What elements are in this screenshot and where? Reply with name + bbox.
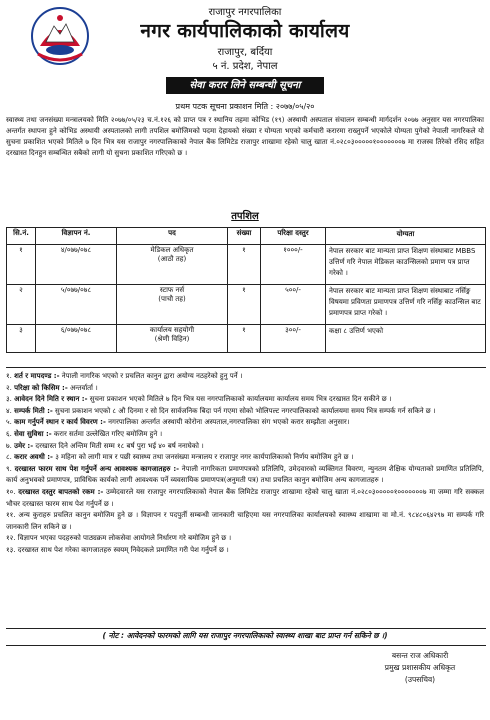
- signatory-name: बसन्त राज अधिकारी: [391, 651, 449, 660]
- divider: [6, 628, 486, 629]
- table-row: [7, 285, 486, 325]
- header-qualification: योग्यता: [326, 228, 486, 245]
- signature-block: [355, 650, 485, 686]
- cell-fee: ५००/-: [261, 285, 326, 325]
- list-item: [6, 417, 484, 429]
- list-item: [6, 452, 484, 464]
- list-item: [6, 429, 484, 441]
- post-name: स्टाफ नर्स: [159, 286, 185, 294]
- item-title: उमेर :-: [14, 441, 34, 450]
- cell-fee: १०००/-: [261, 245, 326, 285]
- item-text: अन्तर्वार्ता ।: [67, 383, 98, 392]
- signatory-designation: प्रमुख प्रशासकीय अधिकृत: [384, 663, 456, 672]
- item-text: दरखास्त साथ पेश गरेका कागजातहरु स्वयम् निवेदकले प्रमाणित गरी पेश गर्नुपर्ने छ ।: [17, 545, 229, 554]
- list-item: [6, 441, 484, 453]
- header-ad-no: विज्ञापन नं.: [36, 228, 117, 245]
- item-title: शर्त र मापदण्ड :-: [14, 372, 60, 380]
- item-number: ५.: [6, 418, 12, 427]
- item-number: ६.: [6, 429, 12, 438]
- cell-qualification: नेपाल सरकार बाट मान्यता प्राप्त शिक्षण संस्थाबाट नर्सिङ्ग विषयमा प्रविणता प्रमाणपत्र उत्तिर्ण गरि नर्सिङ्ग काउन्सिल बाट प्रमाणपत्र प्राप्त गरेको ।: [326, 285, 486, 325]
- item-number: ७.: [6, 441, 12, 450]
- item-number: १.: [6, 372, 12, 380]
- signatory-role: (उपसचिव): [404, 675, 436, 684]
- item-number: ९.: [6, 464, 12, 473]
- item-text: नगरपालिका अन्तर्गत अस्थायी कोरोना अस्पताल,नगरपालिका संग भएको करार सम्झौता अनुसार।: [105, 418, 350, 427]
- list-item: [6, 533, 484, 545]
- table-row: [7, 245, 486, 285]
- cell-post: [117, 245, 228, 285]
- item-text: दरखास्त दिने अन्तिम मिती सम्म १८ बर्ष पुरा भई ४० बर्ष ननाघेको ।: [33, 441, 204, 450]
- list-item: [6, 510, 484, 533]
- cell-post: [117, 285, 228, 325]
- item-title: सेवा सुविधा :-: [14, 429, 52, 438]
- post-name: कार्यालय सहयोगी: [149, 326, 195, 334]
- list-item: [6, 545, 484, 557]
- cell-ad-no: ५/०७७/०७८: [36, 285, 117, 325]
- cell-post: [117, 325, 228, 353]
- item-title: परिक्षा को किसिम :-: [14, 383, 68, 392]
- province-line: ५ नं. प्रदेश, नेपाल: [212, 61, 278, 72]
- cell-ad-no: ६/०७७/०७८: [36, 325, 117, 353]
- municipality-name: राजापुर नगरपालिका: [208, 7, 282, 18]
- intro-paragraph: स्वास्थ्य तथा जनसंख्या मन्त्रालयको मिति २०७७/०५/२३ च.नं.१२६ को प्राप्त पत्र र स्थानिय तहमा कोभिड (१९) अस्थायी अस्पताल संचालन सम्बन्धी मार्गदर्शन २०७७ अनुसार यस नगरपालिका अन्तर्गत स्थापना हुने कोभिड अस्थायी अस्पतालको लागी तपशिल बमोजिमको पदमा देहायको संख्या र योग्यता भएको कर्मचारी करारमा राख्नुपर्ने भएकोले योग्यता पुगेको नेपाली नागरिकले यो सुचना प्रकाशित भएको मितिले ७ दिन भित्र यस राजापुर नगरपालिकाको नेपाल बैंक लिमिटेड राजापुर शाखामा रहेको चालु खाता नं.०२८०३०००००१०००००००७ मा राजस्व तिरेको रसिद सहित दरखास्त दिनहुन सम्बन्धित सबैको लागी यो सुचना प्रकाशित गरिएको छ ।: [6, 116, 484, 158]
- item-title: काम गर्नुपर्ने स्थान र कार्य विवरण :-: [14, 418, 106, 427]
- cell-sn: १: [7, 245, 36, 285]
- cell-sn: २: [7, 285, 36, 325]
- cell-qualification: कक्षा ८ उत्तिर्ण भएको: [326, 325, 486, 353]
- item-number: १०.: [6, 487, 16, 496]
- item-text: विज्ञापन भएका पदहरुको पाठ्यक्रम लोकसेवा आयोगले निर्धारण गरे बमोजिम हुने छ ।: [17, 534, 232, 543]
- item-number: १३.: [6, 545, 16, 554]
- cell-qualification: नेपाल सरकार बाट मान्यता प्राप्त शिक्षण संस्थाबाट MBBS उत्तिर्ण गरि नेपाल मेडिकल काउन्सिलको प्रमाण पत्र प्राप्त गरेको ।: [326, 245, 486, 285]
- post-level: (श्रेणी विहिन): [154, 335, 190, 343]
- list-item: [6, 394, 484, 406]
- item-text: सुचना प्रकाशन भएको मितिले ७ दिन भित्र यस नगरपालिकाको कार्यालयमा कार्यालय समय भित्र दरखास्त दिन सकीने छ ।: [87, 395, 392, 404]
- list-item: [6, 371, 484, 383]
- conditions-list: [6, 371, 484, 557]
- cell-sn: ३: [7, 325, 36, 353]
- publish-date: प्रथम पटक सूचना प्रकाशन मिति : २०७७/०५/२०: [175, 102, 315, 111]
- divider: [6, 367, 486, 368]
- notice-banner: सेवा करार लिने सम्बन्धी सूचना: [166, 77, 324, 94]
- item-title: आवेदन दिने मिति र स्थान :-: [14, 395, 88, 404]
- item-text: नेपाली नागरिकता प्रमाणपत्रको प्रतिलिपि, उमेदवारको व्यक्तिगत विवरण, न्युनतम शैक्षिक योग्यताको प्रमाणित प्रतिलिपि, कार्य अनुभवको प्रमाणपत्र, प्राविधिक कार्यको लागी आवश्यक पर्ने व्यवसायिक प्रमाणपत्र(अनुमती पत्र) तथा प्रचलित कानुन बमोजिम अन्य कागजातहरु ।: [6, 464, 484, 485]
- item-number: ४.: [6, 406, 12, 415]
- header-post: पद: [117, 228, 228, 245]
- district-line: राजापुर, बर्दिया: [217, 47, 273, 58]
- cell-count: १: [228, 325, 261, 353]
- list-item: [6, 383, 484, 395]
- item-text: करार सर्तमा उल्लेखित गरिए बमोजिम हुने ।: [51, 429, 163, 438]
- item-title: करार अवधी :-: [14, 453, 53, 462]
- table-header-row: [7, 228, 486, 245]
- divider: [6, 645, 486, 646]
- post-level: (आठौ तह): [157, 255, 187, 263]
- cell-fee: ३००/-: [261, 325, 326, 353]
- vacancy-table: [6, 227, 486, 353]
- item-text: ३ महिना को लागी मात्र र पछी स्वास्थ्य तथा जनसंख्या मन्त्रालय र राजापुर नगर कार्यपालिकाको निर्णय बमोजिम हुने छ ।: [52, 453, 354, 462]
- item-text: नेपाली नागरिक भएको र प्रचलित कानुन द्वारा अयोग्य नठहरेको हुनु पर्ने ।: [59, 372, 243, 380]
- item-title: दरखास्त फारम साथ पेश गर्नुपर्ने अन्य आवश्यक कागजातहरु :-: [14, 464, 180, 473]
- cell-ad-no: ४/०७७/०७८: [36, 245, 117, 285]
- item-text: अन्य कुराहरु प्रचलित कानुन बमोजिम हुने छ । विज्ञापन र पदपुर्ती सम्बन्धी जानकारी चाहिएमा यस नगरपालिका कार्यालयको स्वास्थ्य शाखामा वा मो.नं. ९८४८०६४२९७ मा सम्पर्क गरि जानकारी लिन सकिने छ ।: [6, 511, 484, 531]
- item-text: सुचना प्रकाशन भएको ८ औ दिनमा र सो दिन सार्वजनिक बिदा पर्न गएमा सोको भोलिपल्ट नगरपालिकाको कार्यालयमा समय भित्र सम्पर्क गर्न सकिने छ ।: [52, 406, 436, 415]
- list-item: [6, 464, 484, 487]
- post-name: मेडिकल अधिकृत: [150, 246, 194, 254]
- header-count: संख्या: [228, 228, 261, 245]
- item-number: १२.: [6, 534, 16, 543]
- cell-count: १: [228, 245, 261, 285]
- item-number: ३.: [6, 395, 12, 404]
- list-item: [6, 406, 484, 418]
- post-level: (पाचौ तह): [158, 295, 186, 303]
- list-item: [6, 487, 484, 510]
- office-title: नगर कार्यपालिकाको कार्यालय: [140, 20, 350, 42]
- item-title: दरखास्त दस्तुर बापतको रकम :-: [18, 487, 104, 496]
- cell-count: १: [228, 285, 261, 325]
- item-title: सम्पर्क मिती :-: [14, 406, 53, 415]
- item-text: उम्मेदवारले यस राजापुर नगरपालिकाको नेपाल बैंक लिमिटेड राजापुर शाखामा रहेको चालु खाता नं.०२८०३०००००१०००००००७ मा जम्मा गरि सक्कल भौचर दरखास्त फारम साथ पेश गर्नुपर्ने छ ।: [6, 487, 485, 508]
- footer-note: ( नोट : आवेदनको फारमको लागि यस राजापुर नगरपालिकाको स्वास्थ्य शाखा बाट प्राप्त गर्न सकिने छ ।): [102, 631, 388, 640]
- table-row: [7, 325, 486, 353]
- table-title: तपशिल: [231, 211, 259, 222]
- item-number: ११.: [6, 511, 16, 520]
- item-number: २.: [6, 383, 12, 392]
- header-sn: सि.नं.: [7, 228, 36, 245]
- item-number: ८.: [6, 453, 12, 462]
- header-fee: परिक्षा दस्तुर: [261, 228, 326, 245]
